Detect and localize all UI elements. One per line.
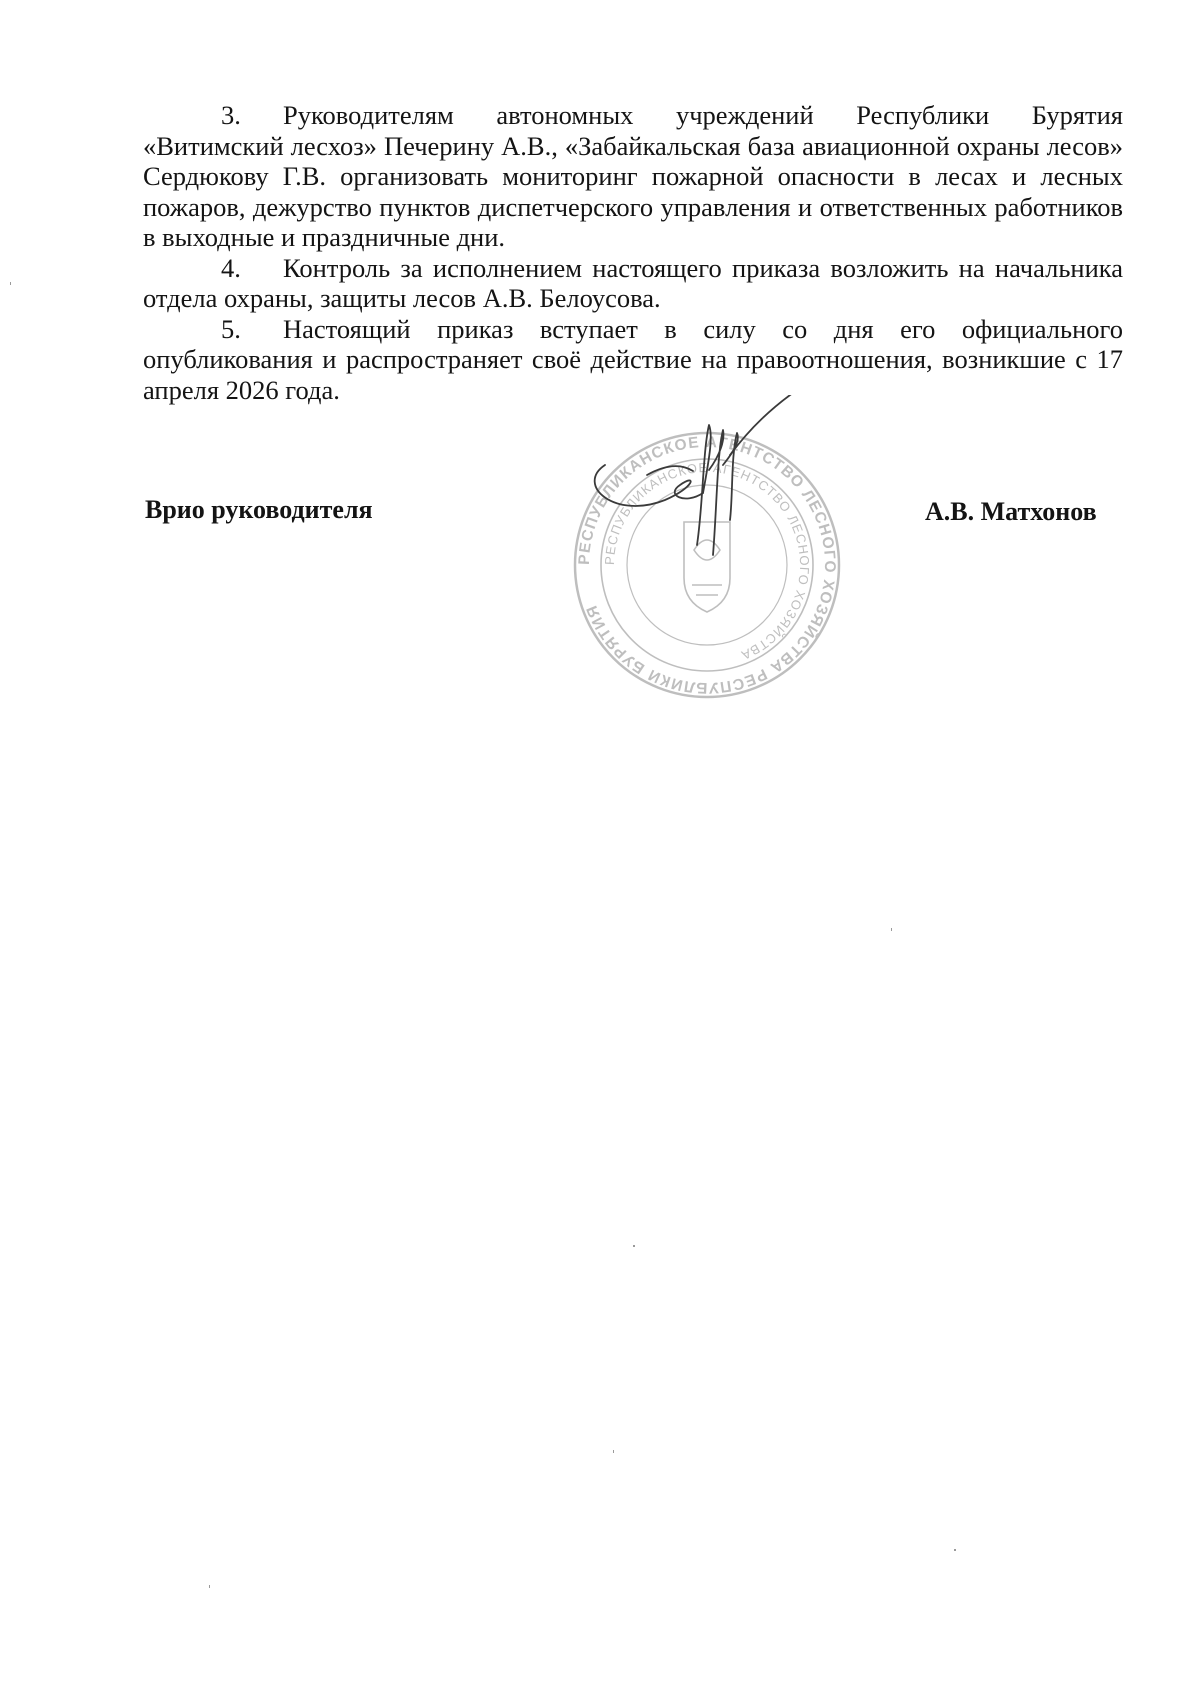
scan-speck: [209, 1585, 210, 1588]
order-body: [143, 100, 1123, 405]
paragraph-4: [143, 253, 1123, 314]
stamp-outer-text: РЕСПУБЛИКАНСКОЕ АГЕНТСТВО ЛЕСНОГО ХОЗЯЙСТВА РЕСПУБЛИКИ БУРЯТИЯ: [575, 433, 839, 697]
scan-speck: [633, 1245, 635, 1247]
handwritten-signature: [585, 395, 885, 595]
scan-speck: [613, 1450, 614, 1453]
signatory-name: А.В. Матхонов: [925, 497, 1097, 526]
paragraph-text: Руководителям автономных учреждений Республики Бурятия «Витимский лесхоз» Печерину А.В., «Забайкальская база авиационной охраны лесов» Сердюкову Г.В. организовать мониторинг пожарной опасности в лесах и лесных пожаров, дежурство пунктов диспетчерского управления и ответственных работников в выходные и праздничные дни.: [143, 100, 1123, 252]
stamp-inner-text: РЕСПУБЛИКАНСКОЕ АГЕНТСТВО ЛЕСНОГО ХОЗЯЙСТВА: [601, 459, 813, 664]
paragraph-text: Настоящий приказ вступает в силу со дня его официального опубликования и распространяет своё действие на правоотношения, возникшие с 17 апреля 2026 года.: [143, 313, 1123, 405]
scan-speck: [954, 1549, 956, 1551]
scan-speck: [10, 282, 11, 285]
paragraph-number: 5.: [221, 313, 241, 344]
paragraph-5: [143, 314, 1123, 406]
paragraph-3: [143, 100, 1123, 253]
paragraph-text: Контроль за исполнением настоящего приказа возложить на начальника отдела охраны, защиты лесов А.В. Белоусова.: [143, 252, 1123, 313]
scan-speck: [891, 928, 892, 931]
paragraph-number: 3.: [221, 100, 241, 130]
paragraph-number: 4.: [221, 252, 241, 283]
signatory-position-title: Врио руководителя: [145, 495, 373, 524]
